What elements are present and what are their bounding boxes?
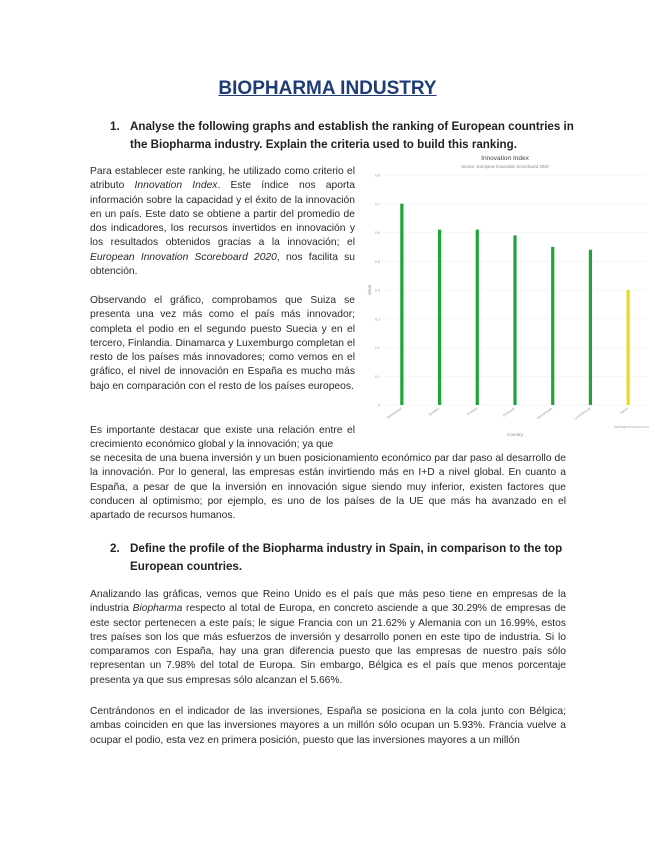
bar-finland [476,230,479,405]
bar-denmark [513,235,516,405]
x-tick-label: Sweden [427,406,441,417]
question-1-line-1: Analyse the following graphs and establish the ranking of European countries in [130,120,574,133]
bar-switzerland [400,204,403,405]
x-tick-label: Spain [619,406,629,415]
chart-x-label: Country [507,432,523,437]
chart-footer: tradingeconomics.com [613,425,649,429]
paragraph-analysis [90,588,566,688]
x-tick-label: Luxembourg [573,406,592,421]
question-1 [110,118,580,154]
question-1-number: 1. [110,120,120,133]
y-tick-label: 0.2 [374,346,380,350]
paragraph-criteria-part: Para establecer este ranking, he utilizado como criterio el atributo [90,166,355,192]
chart-title: Innovation Index [481,155,529,162]
y-tick-label: 0.7 [374,202,380,207]
chart-y-axis [375,174,380,408]
bar-sweden [438,230,441,405]
chart-subtitle: Source: European Innovation Scoreboard 2020 [461,164,549,169]
x-tick-label: Switzerland [385,406,403,420]
innovation-index-term: Innovation Index [134,180,218,192]
question-2-line-1: Define the profile of the Biopharma industry in Spain, in comparison to the top [130,542,563,555]
y-tick-label: 0.5 [374,259,380,264]
paragraph-criteria-part: , nos facilita su obtención. [90,251,355,278]
y-tick-label: 0 [377,403,380,408]
bar-spain [627,290,630,405]
y-tick-label: 0.1 [374,374,380,379]
page-title: BIOPHARMA INDUSTRY [218,78,437,99]
x-tick-label: Denmark [502,406,516,418]
question-2-line-2: European countries. [130,560,243,573]
y-tick-label: 0.3 [374,317,380,322]
x-tick-label: Netherlands [536,406,554,421]
innovation-index-chart [365,150,655,440]
y-tick-label: 0.8 [374,173,380,178]
paragraph-investment: Centrándonos en el indicador de las inversiones, España se posiciona en la cola junto con Bélgica; ambas coinciden en que las inversiones mayores a un millón sólo ocupan un 5.93%. Francia vuelve a ocupar el podio, esta vez en primera posición, puesto que las inversiones mayores a un millón [90,706,566,746]
x-tick-label: Finland [466,406,478,417]
scoreboard-term: European Innovation Scoreboard 2020 [90,251,277,263]
bar-netherlands [551,247,554,405]
paragraph-growth-start: Es importante destacar que existe una relación entre el crecimiento económico global y la innovación; ya que [90,425,355,451]
paragraph-criteria-part: . Este índice nos aporta información sobre la capacidad y el éxito de la innovación en un país. Este dato se obtiene a partir del promedio de dos indicadores, los recursos invertidos en innovación y los resultados obtenidos gracias a la innovación; el [90,180,355,249]
paragraph-growth-rest: se necesita de una buena inversión y un buen posicionamiento económico par dar paso al desarrollo de la innovación. Por lo general, las empresas están invirtiendo más en I+D a nivel global. En cuanto a España, a pesar de que la inversión en innovación sigue siendo muy inferior, existen factores que conducen al optimismo; por ejemplo, es uno de los países de la UE que más ha avanzado en el apartado de recursos humanos. [90,453,566,522]
paragraph-criteria [90,165,355,279]
chart-bars [400,204,629,405]
chart-x-axis [386,406,629,420]
paragraph-analysis-part: respecto al total de Europa, en concreto asciende a que 30.29% de empresas de este sector pertenecen a este país; le sigue Francia con un 21.62% y Alemania con un 16.99%, estos tres países son los que más esfuerzos de inversión y desarrollo ponen en este tipo de industria. Si lo comparamos con España, hay una gran diferencia puesto que las empresas de nuestro país sólo representan un 7.98% del total de Europa. Sin embargo, Bélgica es el país que menos porcentaje presenta ya que sus empresas sólo alcanzan el 5.66%. [90,603,567,686]
question-1-line-2: the Biopharma industry. Explain the criteria used to build this ranking. [130,138,517,151]
paragraph-observation: Observando el gráfico, comprobamos que Suiza se presenta una vez más como el país más innovador; completa el podio en el segundo puesto Suecia y en el tercero, Finlandia. Dinamarca y Luxemburgo completan el resto de los países más innovadores; como vemos en el gráfico, el nivel de innovación en España es mucho más bajo en comparación con el resto de los países europeos. [90,295,355,392]
paragraph-analysis-part: Analizando las gráficas, vemos que Reino Unido es el país que más peso tiene en empresas de la industria [90,589,566,615]
biopharma-term: Biopharma [132,603,183,615]
y-tick-label: 0.4 [374,288,380,293]
chart-y-label: Value [367,284,372,296]
question-2 [110,540,580,576]
question-2-number: 2. [110,542,120,555]
bar-luxembourg [589,250,592,405]
y-tick-label: 0.6 [374,231,380,235]
